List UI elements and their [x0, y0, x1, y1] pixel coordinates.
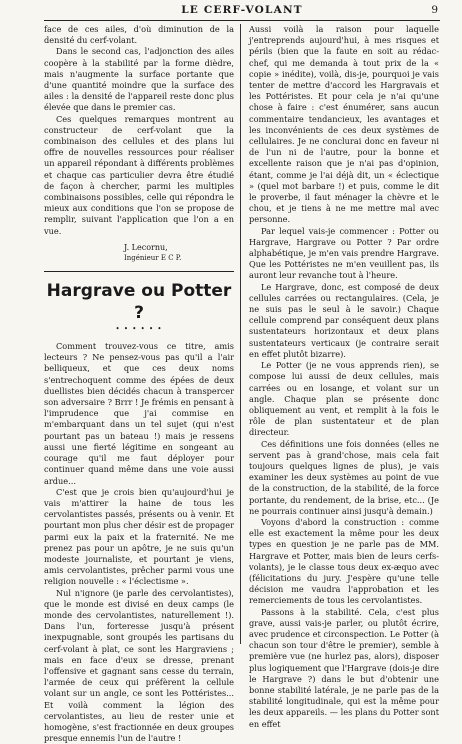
paragraph: Le Hargrave, donc, est composé de deux cellules carrées ou rectangulaires. (Cela, je ne suis pas le seul à le savoir.) Chaque cellule comprend par conséquent deux plans sustentateurs horizontaux et deux plans sustentateurs verticaux (je contraire serait en effet plutôt bizarre).	[249, 281, 439, 359]
article-title: Hargrave ou Potter ?	[46, 280, 232, 323]
paragraph: Ces définitions une fois données (elles ne servent pas à grand'chose, mais cela fait toujours quelques lignes de plus), je vais examiner les deux systèmes au point de vue de la construction, de la stabilité, de la force portante, du rendement, de la brise, etc... (Je ne pourrais continuer ainsi jusqu'à demain.)	[249, 438, 439, 516]
paragraph: face de ces ailes, d'où diminution de la densité du cerf-volant.	[44, 24, 234, 46]
page-header	[44, 3, 440, 19]
signature-name: J. Lecornu,	[124, 242, 168, 252]
signature-role: Ingénieur E C P.	[124, 253, 182, 262]
paragraph: Le Potter (je ne vous apprends rien), se compose lui aussi de deux cellules, mais carrées ou en losange, et volant sur un angle. Chaque plan se présente donc obliquement au vent, et remplit à la fois le rôle de plan sustentateur et de plan directeur.	[249, 360, 439, 438]
left-column	[44, 24, 234, 744]
paragraph: Dans le second cas, l'adjonction des ailes coopère à la stabilité par la forme dièdre, mais n'augmente la surface portante que d'une quantité moindre que la surface des ailes : la densité de l'appareil reste donc plus élevée que dans le premier cas.	[44, 46, 234, 113]
paragraph: Nul n'ignore (je parle des cervolantistes), que le monde est divisé en deux camps (le monde des cervolantistes, naturellement !). Dans l'un, forteresse jusqu'à présent inexpugnable, sont groupés les partisans du cerf-volant à plat, ce sont les Hargraviens ; mais en face d'eux se dresse, prenant l'offensive et gagnant sans cesse du terrain, l'armée de ceux qui préfèrent la cellule volant sur un angle, ce sont les Pottéristes... Et voilà comment la légion des cervolantistes, au lieu de rester unie et homogène, s'est fractionnée en deux groupes presque ennemis l'un de l'autre !	[44, 587, 234, 744]
paragraph: Voyons d'abord la construction : comme elle est exactement la même pour les deux types en question je ne parle pas de MM. Hargrave et Potter, mais bien de leurs cerfs-volants), je le classe tous deux ex-æquo avec (félicitations du jury. J'espère qu'une telle décision me vaudra l'approbation et les remerciements de tous les cervolantistes.	[249, 516, 439, 606]
paragraph: Comment trouvez-vous ce titre, amis lecteurs ? Ne pensez-vous pas qu'il a l'air belliqueux, et que ces deux noms s'entrechoquent comme des épées de deux duellistes bien décidés chacun à transpercer son adversaire ? Brrr ! Je frémis en pensant à l'imprudence que j'ai commise en m'embarquant dans un tel sujet (qui n'est pourtant pas un bateau !) mais je ressens aussi une fierté légitime en songeant au courage qu'il me faut déployer pour continuer quand même dans une voie aussi ardue...	[44, 341, 234, 486]
paragraph: Par lequel vais-je commencer : Potter ou Hargrave, Hargrave ou Potter ? Par ordre alphabétique, je m'en vais prendre Hargrave. Que les Pottéristes ne m'en veuillent pas, ils auront leur revanche tout à l'heure.	[249, 225, 439, 281]
paragraph: Passons à la stabilité. Cela, c'est plus grave, aussi vais-je parler, ou plutôt écrire, avec prudence et circonspection. Le Potter (à chacun son tour d'être le premier), semble à première vue (ne hurlez pas, alors), disposer plus logiquement que l'Hargrave (dois-je dire le Hargrave ?) dans le but d'obtenir une bonne stabilité latérale, je ne parle pas de la stabilité longitudinale, qui est la même pour les deux appareils. — les plans du Potter sont en effet	[249, 606, 439, 729]
page-number: 9	[431, 4, 438, 16]
running-title: LE CERF-VOLANT	[181, 4, 303, 16]
right-column	[249, 24, 439, 730]
paragraph: Ces quelques remarques montrent au constructeur de cerf-volant que la combinaison des cellules et des plans lui offre de nouvelles ressources pour réaliser un appareil répondant à différents problèmes et chaque cas particulier devra être étudié de façon à chercher, parmi les multiples combinaisons possibles, celle qui répondra le mieux aux conditions que l'on se propose de remplir, suivant l'application que l'on a en vue.	[44, 113, 234, 236]
header-rule	[44, 20, 440, 21]
signature	[124, 243, 234, 263]
section-separator	[44, 271, 234, 272]
paragraph: Aussi voilà la raison pour laquelle j'entreprends aujourd'hui, à mes risques et périls (bien que la faute en soit au rédac-chef, qui me demanda à tout prix de la « copie » inédite), voilà, dis-je, pourquoi je vais tenter de mettre d'accord les Hargravais et les Pottéristes. Et pour cela je n'ai qu'une chose à faire : c'est énumérer, sans aucun commentaire tendancieux, les avantages et les inconvénients de ces deux systèmes de cellulaires. Je ne conclurai donc en faveur ni de l'un ni de l'autre, pour la bonne et excellente raison que je n'ai pas d'opinion, étant, comme je l'ai déjà dit, un « éclectique » (quel mot barbare !) et puis, comme le dit le proverbe, il faut ménager la chèvre et le chou, et je tiens à ne me mettre mal avec personne.	[249, 24, 439, 225]
paragraph: C'est que je crois bien qu'aujourd'hui je vais m'attirer la haine de tous les cervolantistes passés, présents ou à venir. Et pourtant mon plus cher désir est de propager parmi eux la paix et la fraternité. Ne me prenez pas pour un apôtre, je ne suis qu'un modeste journaliste, et pourtant je viens, amis cervolantistes, prêcher parmi vous une religion nouvelle : « l'éclectisme ».	[44, 486, 234, 587]
column-divider	[240, 24, 241, 644]
title-ornament: • • • • • •	[115, 324, 163, 333]
